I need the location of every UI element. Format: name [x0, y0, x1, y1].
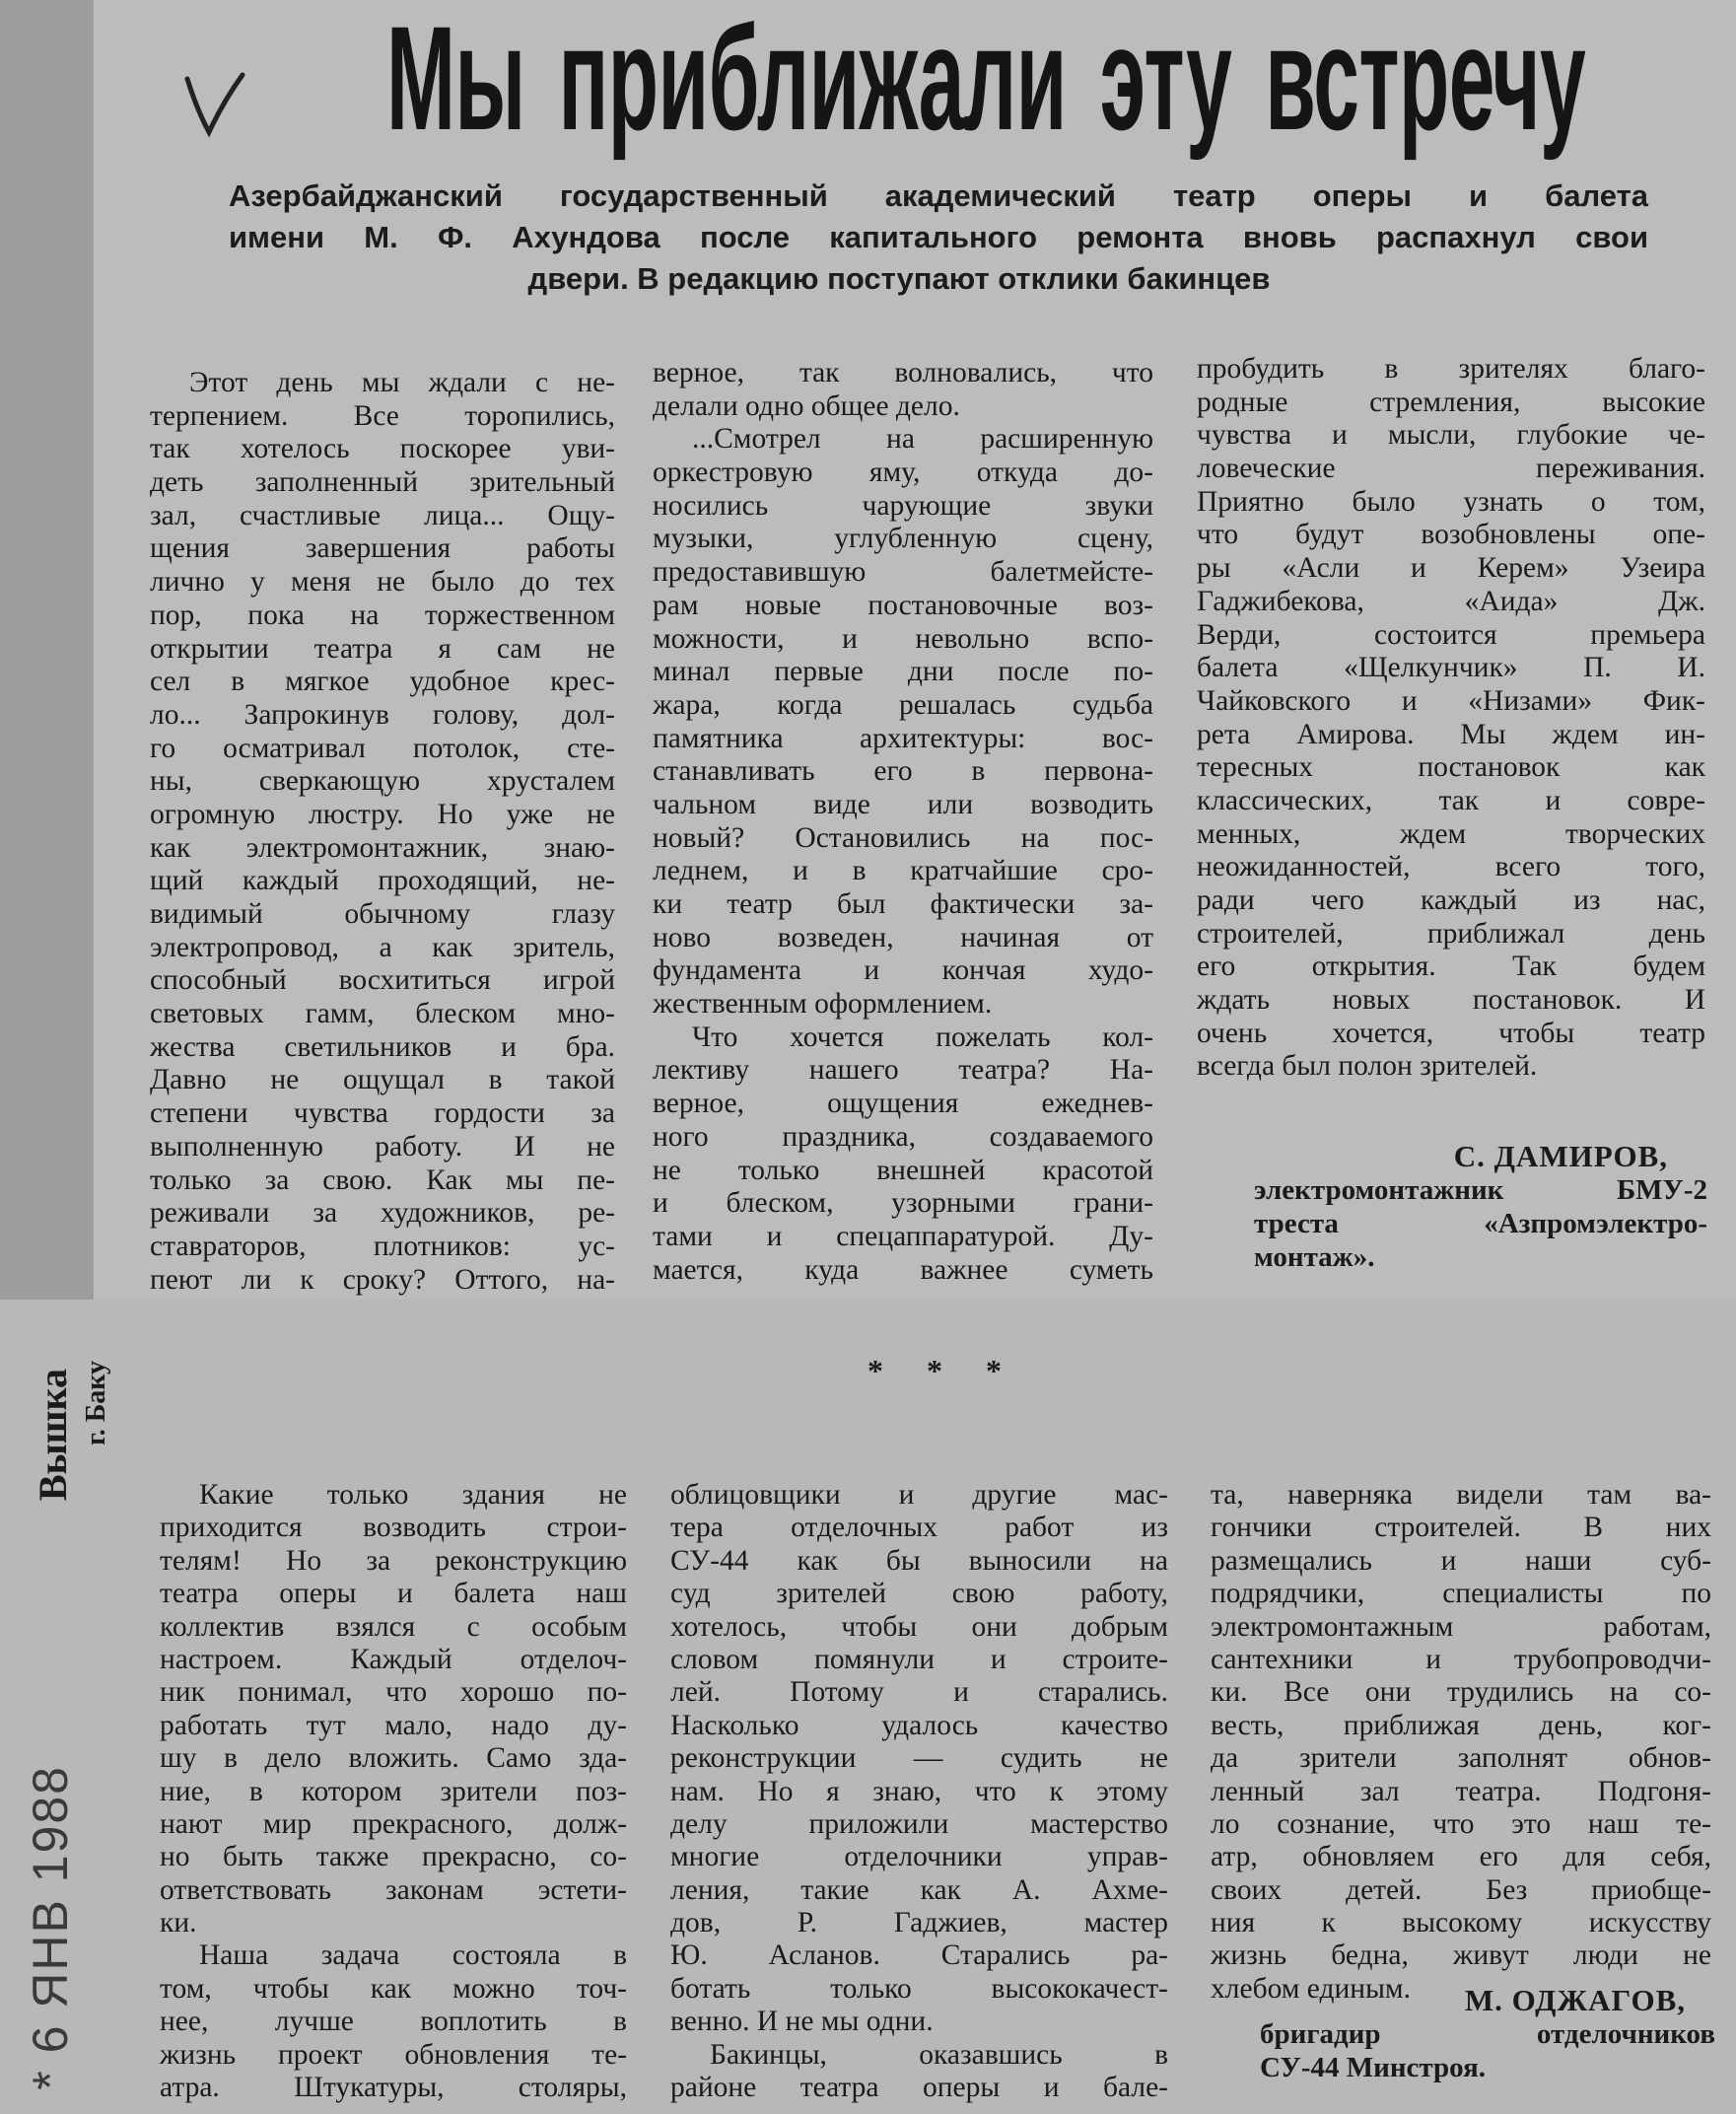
text-line: строителей, приближал день: [1197, 917, 1705, 950]
text-line: жара, когда решалась судьба: [653, 688, 1153, 721]
text-line: ново возведен, начиная от: [653, 921, 1153, 953]
text-line: шу в дело вложить. Само зда-: [160, 1742, 627, 1775]
text-line: ного праздника, создаваемого: [653, 1120, 1153, 1153]
text-line: СУ-44 как бы выносили на: [670, 1544, 1168, 1577]
text-line: ставраторов, плотников: ус-: [150, 1230, 615, 1262]
text-line: неожиданностей, всего того,: [1197, 851, 1705, 883]
text-line: реживали за художников, ре-: [150, 1197, 615, 1230]
text-line: размещались и наши суб-: [1211, 1544, 1711, 1577]
text-line: тера отделочных работ из: [670, 1512, 1168, 1544]
text-line: верное, так волновались, что: [653, 357, 1153, 388]
text-line: лективу нашего театра? На-: [653, 1054, 1153, 1087]
text-line: Гаджибекова, «Аида» Дж.: [1197, 585, 1705, 617]
text-line: Какие только здания не: [199, 1479, 627, 1511]
text-line: хотелось, чтобы они добрым: [670, 1610, 1168, 1643]
lower-column-3: [1211, 1479, 1711, 2006]
text-line: носились чарующие звуки: [653, 489, 1153, 522]
section-separator: * * *: [868, 1353, 1019, 1388]
text-line: жизнь бедна, живут люди не: [1211, 1939, 1711, 1972]
text-line: открытии театра я сам не: [150, 632, 615, 665]
text-line: электромонтажным работам,: [1211, 1610, 1711, 1643]
text-line: пробудить в зрителях благо-: [1197, 353, 1705, 385]
text-line: та, наверняка видели там ва-: [1211, 1479, 1711, 1511]
text-line: ленный зал театра. Подгоня-: [1211, 1775, 1711, 1807]
author-role-line: электромонтажник БМУ-2: [1254, 1174, 1707, 1206]
upper-column-1: [150, 367, 615, 1297]
text-line: ответствовать законам эстети-: [160, 1873, 627, 1906]
text-line: пор, пока на торжественном: [150, 599, 615, 631]
text-line: делу приложили мастерство: [670, 1807, 1168, 1840]
text-line: минал первые дни после по-: [653, 656, 1153, 688]
text-line: Ю. Асланов. Старались ра-: [670, 1939, 1168, 1972]
text-line: памятника архитектуры: вос-: [653, 722, 1153, 754]
text-line: ловеческие переживания.: [1197, 453, 1705, 485]
text-line: весть, приближая день, ког-: [1211, 1709, 1711, 1741]
text-line: Верди, состоится премьера: [1197, 618, 1705, 651]
text-line: лично у меня не было до тех: [150, 566, 615, 599]
text-line: световых гамм, блеском мно-: [150, 998, 615, 1030]
text-line: огромную люстру. Но уже не: [150, 798, 615, 830]
subtitle-line: имени М. Ф. Ахундова после капитального ремонта вновь распахнул свои: [229, 220, 1648, 254]
text-line: фундамента и кончая худо-: [653, 954, 1153, 987]
text-line: деть заполненный зрительный: [150, 466, 615, 499]
text-line: Бакинцы, оказавшись в: [710, 2038, 1168, 2071]
text-line: как электромонтажник, знаю-: [150, 831, 615, 864]
text-line: оркестровую яму, откуда до-: [653, 457, 1153, 489]
text-line: выполненную работу. И не: [150, 1130, 615, 1163]
city-stamp: г. Баку: [81, 1361, 111, 1445]
text-line: ние, в котором зрители поз-: [160, 1775, 627, 1807]
text-line: мается, куда важнее суметь: [653, 1253, 1153, 1286]
text-line: Давно не ощущал в такой: [150, 1064, 615, 1096]
text-line: ки театр был фактически за-: [653, 888, 1153, 920]
subtitle-line: Азербайджанский государственный академический театр оперы и балета: [229, 178, 1648, 213]
text-line: ки. Все они трудились на со-: [1211, 1676, 1711, 1709]
text-line: венно. И не мы одни.: [670, 2006, 934, 2038]
text-line: терпением. Все торопились,: [150, 399, 615, 432]
text-line: классических, так и совре-: [1197, 784, 1705, 816]
text-line: Приятно было узнать о том,: [1197, 485, 1705, 518]
text-line: тересных постановок как: [1197, 751, 1705, 784]
text-line: видимый обычному глазу: [150, 898, 615, 930]
text-line: го осматривал потолок, сте-: [150, 732, 615, 764]
text-line: своих детей. Без приобще-: [1211, 1873, 1711, 1906]
text-line: ния к высокому искусству: [1211, 1907, 1711, 1939]
text-line: настроем. Каждый отделоч-: [160, 1643, 627, 1675]
article-title: Мы приближали эту встречу: [386, 0, 1586, 161]
text-line: так хотелось поскорее уви-: [150, 433, 615, 465]
signature-odzhagov: [1260, 1984, 1715, 2084]
text-line: районе театра оперы и бале-: [670, 2072, 1168, 2104]
text-line: рам новые постановочные воз-: [653, 589, 1153, 621]
text-line: облицовщики и другие мас-: [670, 1479, 1168, 1511]
text-line: дов, Р. Гаджиев, мастер: [670, 1907, 1168, 1939]
text-line: многие отделочники управ-: [670, 1841, 1168, 1873]
text-line: но быть также прекрасно, со-: [160, 1841, 627, 1873]
text-line: атра. Штукатуры, столяры,: [160, 2072, 627, 2104]
text-line: хлебом единым.: [1211, 1972, 1411, 2005]
lower-column-2: [670, 1479, 1168, 2104]
text-line: можности, и невольно вспо-: [653, 622, 1153, 655]
text-line: подрядчики, специалисты по: [1211, 1578, 1711, 1610]
text-line: и блеском, узорными грани-: [653, 1187, 1153, 1220]
text-line: тами и спецаппаратурой. Ду-: [653, 1220, 1153, 1252]
text-line: нают мир прекрасного, долж-: [160, 1807, 627, 1840]
text-line: ло сознание, что это наш те-: [1211, 1807, 1711, 1840]
text-line: предоставившую балетмейсте-: [653, 556, 1153, 589]
text-line: реконструкции — судить не: [670, 1742, 1168, 1775]
text-line: ник понимал, что хорошо по-: [160, 1676, 627, 1709]
text-line: щения завершения работы: [150, 532, 615, 565]
author-role-line: монтаж».: [1254, 1241, 1375, 1273]
lower-column-1: [160, 1479, 627, 2104]
text-line: Этот день мы ждали с не-: [189, 367, 615, 398]
text-line: только за свою. Как мы пе-: [150, 1163, 615, 1196]
text-line: ...Смотрел на расширенную: [692, 423, 1153, 456]
author-name: С. ДАМИРОВ,: [1453, 1139, 1668, 1173]
text-line: способный восхититься игрой: [150, 964, 615, 997]
author-role-line: СУ-44 Минстроя.: [1260, 2052, 1487, 2083]
text-line: том, чтобы как можно точ-: [160, 1972, 627, 2005]
text-line: степени чувства гордости за: [150, 1097, 615, 1130]
text-line: очень хочется, чтобы театр: [1197, 1017, 1705, 1049]
text-line: ботать только высококачест-: [670, 1972, 1168, 2005]
text-line: жественным оформлением.: [653, 988, 993, 1021]
text-line: что будут возобновлены опе-: [1197, 519, 1705, 551]
text-line: атр, обновляем его для себя,: [1211, 1841, 1711, 1873]
text-line: станавливать его в первона-: [653, 755, 1153, 788]
text-line: верное, ощущения ежеднев-: [653, 1088, 1153, 1120]
newspaper-name-stamp: Вышка: [31, 1369, 75, 1502]
text-line: Насколько удалось качество: [670, 1709, 1168, 1741]
text-line: ления, такие как А. Ахме-: [670, 1873, 1168, 1906]
text-line: ради чего каждый из нас,: [1197, 884, 1705, 916]
text-line: сел в мягкое удобное крес-: [150, 666, 615, 698]
date-stamp: * 6 ЯНВ 1988: [23, 1765, 78, 2090]
text-line: Наша задача состояла в: [199, 1939, 627, 1972]
text-line: менных, ждем творческих: [1197, 817, 1705, 850]
text-line: коллектив взялся с особым: [160, 1610, 627, 1643]
text-line: гончики строителей. В них: [1211, 1512, 1711, 1544]
text-line: нее, лучше воплотить в: [160, 2006, 627, 2038]
text-line: леднем, и в кратчайшие сро-: [653, 855, 1153, 887]
subtitle-line: двери. В редакцию поступают отклики бакинцев: [527, 261, 1271, 296]
text-line: чальном виде или возводить: [653, 788, 1153, 820]
text-line: нам. Но я знаю, что к этому: [670, 1775, 1168, 1807]
adjacent-page-strip: [0, 0, 94, 1309]
text-line: чувства и мысли, глубокие че-: [1197, 419, 1705, 452]
text-line: ки.: [160, 1907, 197, 1939]
text-line: работать тут мало, надо ду-: [160, 1709, 627, 1741]
text-line: щий каждый проходящий, не-: [150, 865, 615, 897]
text-line: родные стремления, высокие: [1197, 386, 1705, 418]
author-role-line: бригадир отделочников: [1260, 2018, 1715, 2050]
text-line: сантехники и трубопроводчи-: [1211, 1643, 1711, 1675]
text-line: балета «Щелкунчик» П. И.: [1197, 652, 1705, 684]
text-line: жизнь проект обновления те-: [160, 2038, 627, 2071]
author-role-line: треста «Азпромэлектро-: [1254, 1208, 1707, 1239]
author-name: М. ОДЖАГОВ,: [1464, 1983, 1686, 2017]
text-line: да зрители заполнят обнов-: [1211, 1742, 1711, 1775]
upper-column-3: [1197, 353, 1705, 1084]
handwritten-checkmark-icon: [179, 71, 248, 140]
text-line: ло... Запрокинув голову, дол-: [150, 698, 615, 731]
text-line: рета Амирова. Мы ждем ин-: [1197, 718, 1705, 750]
text-line: словом помянули и строите-: [670, 1643, 1168, 1675]
upper-column-2: [653, 357, 1153, 1287]
text-line: новый? Остановились на пос-: [653, 821, 1153, 854]
text-line: Что хочется пожелать кол-: [692, 1021, 1153, 1053]
signature-damirov: [1254, 1140, 1707, 1274]
text-line: приходится возводить строи-: [160, 1512, 627, 1544]
text-line: телям! Но за реконструкцию: [160, 1544, 627, 1577]
text-line: Чайковского и «Низами» Фик-: [1197, 684, 1705, 717]
text-line: ны, сверкающую хрусталем: [150, 765, 615, 798]
text-line: лей. Потому и старались.: [670, 1676, 1168, 1709]
text-line: суд зрителей свою работу,: [670, 1578, 1168, 1610]
text-line: зал, счастливые лица... Ощу-: [150, 499, 615, 531]
text-line: всегда был полон зрителей.: [1197, 1050, 1538, 1083]
text-line: театра оперы и балета наш: [160, 1578, 627, 1610]
text-line: музыки, углубленную сцену,: [653, 523, 1153, 555]
text-line: ры «Асли и Керем» Узеира: [1197, 552, 1705, 585]
text-line: пеют ли к сроку? Оттого, на-: [150, 1263, 615, 1296]
text-line: ждать новых постановок. И: [1197, 984, 1705, 1017]
text-line: жества светильников и бра.: [150, 1030, 615, 1063]
article-subtitle: [229, 176, 1648, 300]
text-line: делали одно общее дело.: [653, 389, 960, 422]
text-line: его открытия. Так будем: [1197, 951, 1705, 983]
text-line: электропровод, а как зритель,: [150, 931, 615, 963]
text-line: не только внешней красотой: [653, 1154, 1153, 1186]
